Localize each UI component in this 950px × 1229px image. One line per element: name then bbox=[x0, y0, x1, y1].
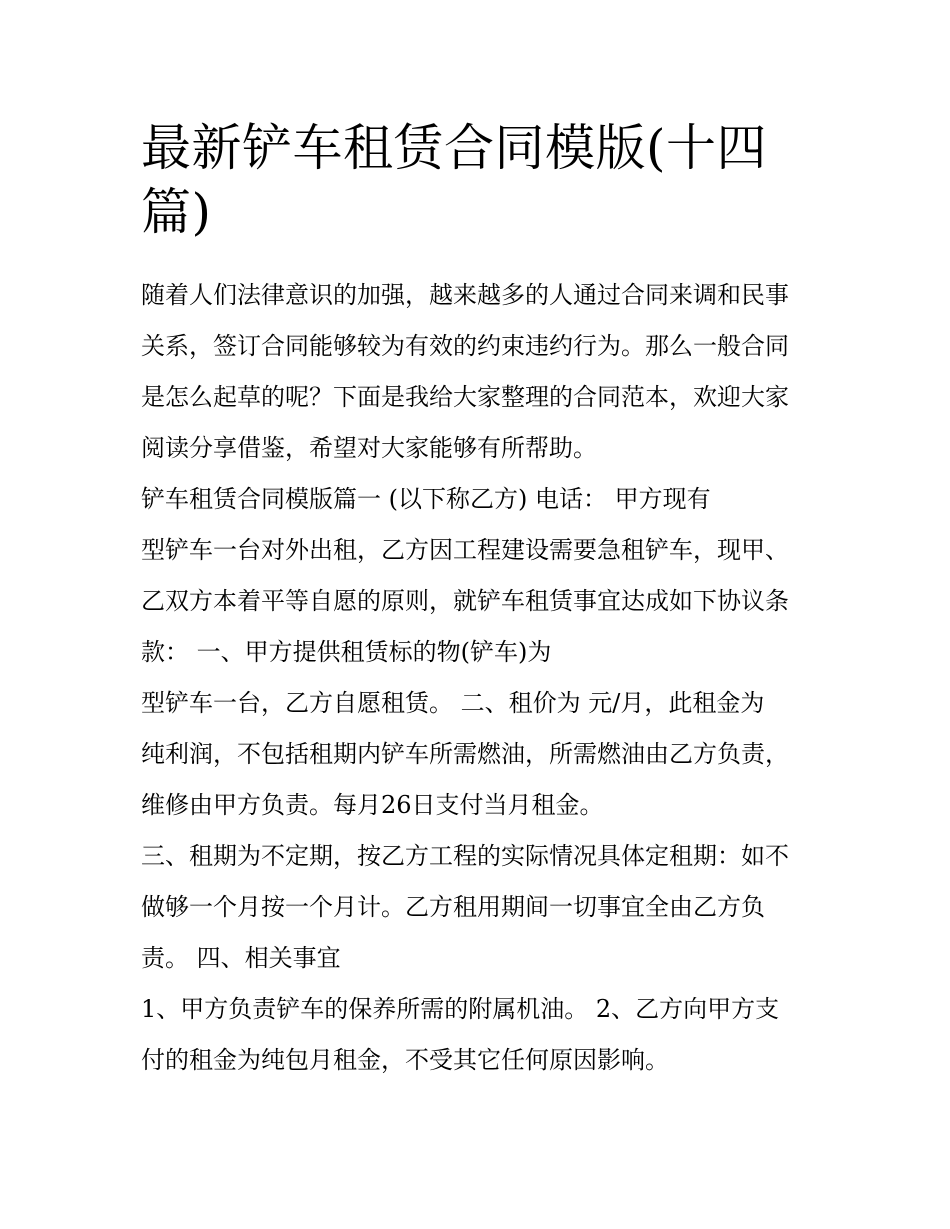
title-line-2: 篇) bbox=[141, 183, 212, 241]
paragraph-line: 铲车租赁合同模版篇一 (以下称乙方) 电话： 甲方现有 bbox=[141, 485, 711, 513]
paragraph-line: 是怎么起草的呢？下面是我给大家整理的合同范本，欢迎大家 bbox=[141, 383, 789, 411]
document-title bbox=[141, 116, 821, 244]
paragraph-contract-one bbox=[141, 474, 821, 831]
paragraph-line: 阅读分享借鉴，希望对大家能够有所帮助。 bbox=[141, 434, 597, 462]
document-body bbox=[141, 270, 821, 1086]
document-content bbox=[141, 116, 821, 1086]
paragraph-line: 1、甲方负责铲车的保养所需的附属机油。 2、乙方向甲方支 bbox=[141, 995, 780, 1023]
paragraph-line: 随着人们法律意识的加强，越来越多的人通过合同来调和民事 bbox=[141, 281, 789, 309]
paragraph-line: 三、租期为不定期，按乙方工程的实际情况具体定租期：如不 bbox=[141, 842, 789, 870]
paragraph-line: 责。 四、相关事宜 bbox=[141, 944, 341, 972]
paragraph-line: 款： 一、甲方提供租赁标的物(铲车)为 bbox=[141, 638, 552, 666]
paragraph-line: 维修由甲方负责。每月26日支付当月租金。 bbox=[141, 791, 604, 819]
paragraph-intro bbox=[141, 270, 821, 474]
title-line-1: 最新铲车租赁合同模版(十四 bbox=[141, 119, 768, 177]
paragraph-line: 纯利润，不包括租期内铲车所需燃油，所需燃油由乙方负责， bbox=[141, 740, 789, 768]
paragraph-line: 关系，签订合同能够较为有效的约束违约行为。那么一般合同 bbox=[141, 332, 789, 360]
paragraph-related-matters bbox=[141, 984, 821, 1086]
paragraph-line: 乙双方本着平等自愿的原则，就铲车租赁事宜达成如下协议条 bbox=[141, 587, 789, 615]
paragraph-term bbox=[141, 831, 821, 984]
paragraph-line: 型铲车一台，乙方自愿租赁。 二、租价为 元/月，此租金为 bbox=[141, 689, 765, 717]
paragraph-line: 做够一个月按一个月计。乙方租用期间一切事宜全由乙方负 bbox=[141, 893, 765, 921]
paragraph-line: 付的租金为纯包月租金，不受其它任何原因影响。 bbox=[141, 1046, 669, 1074]
paragraph-line: 型铲车一台对外出租，乙方因工程建设需要急租铲车，现甲、 bbox=[141, 536, 789, 564]
